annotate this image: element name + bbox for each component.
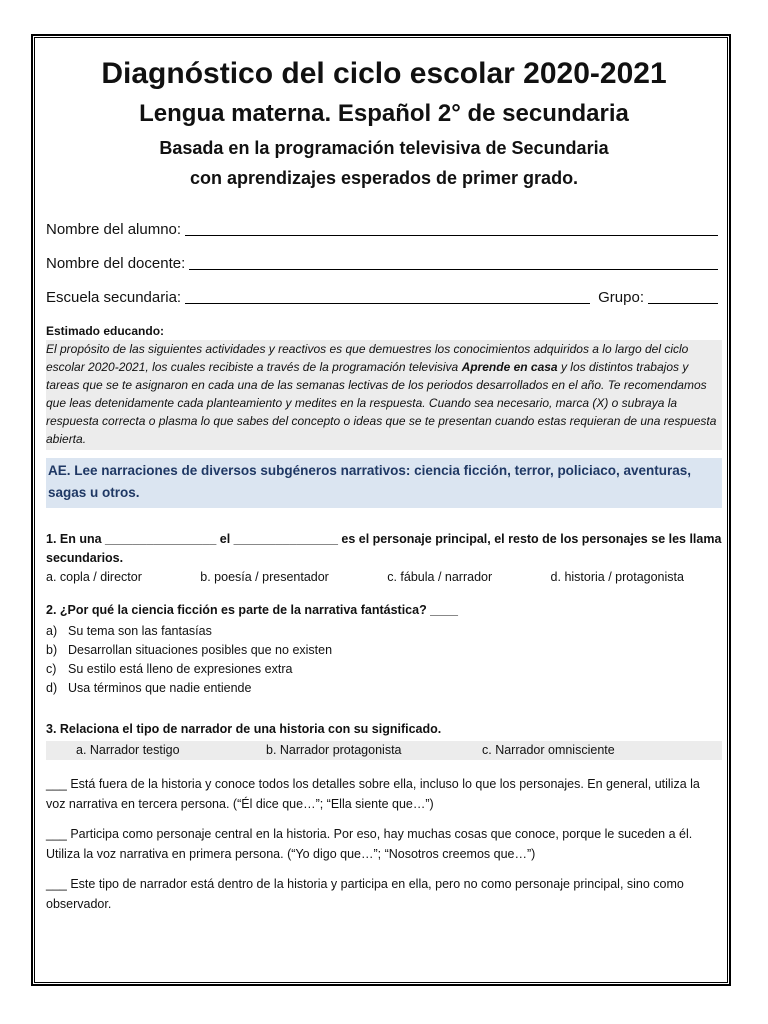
question-1-option-d[interactable]: d. historia / protagonista bbox=[550, 570, 684, 584]
option-letter: c) bbox=[46, 662, 57, 676]
question-2-option-a[interactable] bbox=[46, 622, 722, 641]
page-subtitle-line-3: Basada en la programación televisiva de Secundaria bbox=[159, 138, 609, 158]
option-text: Su tema son las fantasías bbox=[68, 624, 212, 638]
learning-outcome-banner: AE. Lee narraciones de diversos subgéneros narrativos: ciencia ficción, terror, policiaco, aventuras, sagas u otros. bbox=[46, 458, 722, 508]
definition-1[interactable]: ___ Está fuera de la historia y conoce todos los detalles sobre ella, incluso lo que los personajes. En general, utiliza la voz narrativa en tercera persona. (“Él dice que…”; “Ella siente que…”) bbox=[46, 777, 700, 811]
option-letter: a) bbox=[46, 624, 58, 638]
option-text: Desarrollan situaciones posibles que no existen bbox=[68, 643, 333, 657]
question-2-text: 2. ¿Por qué la ciencia ficción es parte de la narrativa fantástica? ____ bbox=[46, 603, 458, 617]
option-text: Su estilo está lleno de expresiones extra bbox=[68, 662, 293, 676]
question-1-option-a[interactable]: a. copla / director bbox=[46, 570, 142, 584]
exam-page bbox=[46, 50, 722, 914]
question-1-options bbox=[46, 568, 722, 587]
page-title: Diagnóstico del ciclo escolar 2020-2021 bbox=[101, 57, 667, 90]
option-text: Usa términos que nadie entiende bbox=[68, 681, 252, 695]
intro-section bbox=[46, 322, 722, 450]
question-3 bbox=[46, 720, 722, 914]
page-subtitle: Lengua materna. Español 2° de secundaria bbox=[139, 100, 629, 127]
narrator-type-c: c. Narrador omnisciente bbox=[482, 743, 615, 757]
intro-text-bold: Aprende en casa bbox=[461, 360, 558, 374]
question-2 bbox=[46, 601, 722, 698]
option-letter: d) bbox=[46, 681, 58, 695]
narrator-types-bar bbox=[46, 741, 722, 760]
page-subtitle-line-4: con aprendizajes esperados de primer grado. bbox=[189, 168, 579, 188]
intro-text-1: El propósito de las siguientes actividades y reactivos es que demuestres los conocimientos adquiridos a lo largo del ciclo escolar 2020-2021, los cuales recibiste a través de la programación televisiva bbox=[46, 342, 689, 374]
question-1-text: 1. En una ________________ el _______________ es el personaje principal, el resto de los personajes se les llama secundarios. bbox=[46, 532, 722, 565]
group-line[interactable] bbox=[648, 302, 718, 304]
question-2-option-c[interactable] bbox=[46, 660, 722, 679]
student-name-line[interactable] bbox=[185, 234, 718, 236]
school-line[interactable] bbox=[185, 302, 590, 304]
definition-2[interactable]: ___ Participa como personaje central en la historia. Por eso, hay muchas cosas que conoce, porque le suceden a él. Utiliza la voz narrativa en primera persona. (“Yo digo que…”; “Nosotros creemos que…”) bbox=[46, 827, 693, 861]
intro-body bbox=[46, 340, 722, 450]
school-row bbox=[46, 274, 722, 308]
definition-3[interactable]: ___ Este tipo de narrador está dentro de la historia y participa en ella, pero no como personaje principal, sino como observador. bbox=[46, 877, 684, 911]
question-1 bbox=[46, 530, 722, 587]
question-1-option-c[interactable]: c. fábula / narrador bbox=[387, 570, 493, 584]
option-letter: b) bbox=[46, 643, 58, 657]
narrator-type-b: b. Narrador protagonista bbox=[266, 743, 402, 757]
question-1-option-b[interactable]: b. poesía / presentador bbox=[200, 570, 329, 584]
group-label: Grupo: bbox=[598, 289, 644, 306]
question-2-option-b[interactable] bbox=[46, 641, 722, 660]
student-name-label: Nombre del alumno: bbox=[46, 221, 182, 238]
school-label: Escuela secundaria: bbox=[46, 289, 182, 306]
question-2-option-d[interactable] bbox=[46, 679, 722, 698]
teacher-name-label: Nombre del docente: bbox=[46, 255, 186, 272]
intro-text-2: y los distintos trabajos y tareas que se te asignaron en cada una de las semanas lectivas de los periodos desarrollados en el año. Te recomendamos que leas detenidamente cada planteamiento y medites en la respuesta. Cuando sea necesario, marca (X) o subraya la respuesta correcta o plasma lo que sabes del concepto o ideas que se te presentan cuando estas requieran de una respuesta abierta. bbox=[46, 360, 717, 446]
narrator-type-a: a. Narrador testigo bbox=[76, 743, 180, 757]
intro-title: Estimado educando: bbox=[46, 324, 165, 338]
student-name-row bbox=[46, 206, 722, 240]
teacher-name-line[interactable] bbox=[189, 268, 718, 270]
student-fields bbox=[46, 206, 722, 308]
question-3-text: 3. Relaciona el tipo de narrador de una historia con su significado. bbox=[46, 722, 442, 736]
teacher-name-row bbox=[46, 240, 722, 274]
